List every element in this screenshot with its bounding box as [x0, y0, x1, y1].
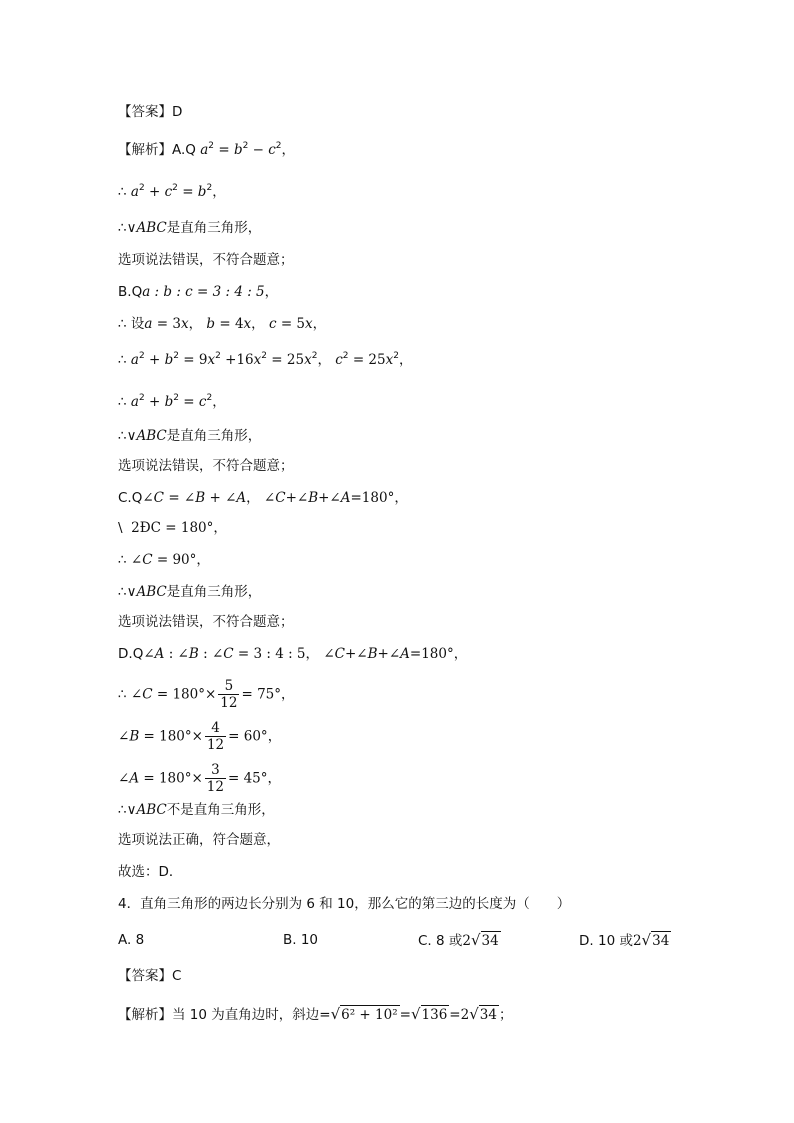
option-b-head: B. [118, 284, 132, 300]
triangle-symbol: ∨ [126, 428, 137, 444]
right-triangle-text: 是直角三角形， [166, 428, 262, 444]
analysis-b-line: B.Qa : b : c = 3 : 4 : 5， [118, 284, 279, 300]
therefore-symbol: ∴ [118, 184, 127, 200]
triangle-symbol: ∨ [126, 220, 137, 236]
verdict-d [118, 830, 280, 850]
triangle-symbol: ∨ [126, 584, 137, 600]
fraction: $\frac{4}{12}$ [206, 720, 225, 753]
option-b [283, 930, 318, 950]
therefore-symbol: ∴ [118, 686, 127, 703]
step-c-90: ∴ ∠C = 90°， [118, 552, 210, 568]
step-2c-text: 2ÐC = 180° [131, 520, 214, 536]
analysis-c-line: C.Q∠C = ∠B + ∠A， ∠C+∠B+∠A=180°， [118, 490, 408, 506]
because-symbol: Q [131, 284, 143, 300]
radicand: 6² + 10² [341, 1007, 398, 1023]
answer-value: C [172, 968, 182, 984]
therefore-symbol: ∴ [118, 220, 127, 236]
option-a-head: A. [172, 142, 186, 158]
final-choice-text: 故选：D． [118, 864, 183, 880]
therefore-symbol: ∴ [118, 428, 127, 444]
ratio-abc: a : b : c = 3 : 4 : 5 [142, 284, 265, 300]
final-choice [118, 862, 182, 882]
option-label: D. 10 或 [579, 933, 633, 949]
therefore-symbol: ∴ [118, 316, 127, 332]
because-symbol: Q [185, 142, 196, 158]
conclusion-b-right [118, 426, 261, 446]
analysis-q4-line: 【解析】当 10 为直角边时，斜边=√6² + 10² =√136 =2√34 ； [118, 1005, 513, 1023]
step-angle-c: ∴ ∠C = 180°× $\frac{5}{12}$ = 75°， [118, 678, 295, 711]
conclusion-d-not-right [118, 800, 275, 820]
answer-value: D [172, 104, 183, 120]
backslash-symbol: \ [118, 520, 123, 536]
radicand: 34 [479, 1007, 497, 1023]
set-prefix: 设 [130, 316, 145, 332]
step-2c: \ 2ÐC = 180°， [118, 520, 227, 536]
not-right-triangle-text: 不是直角三角形， [166, 802, 275, 818]
verdict-b [118, 456, 294, 476]
option-c: C. 8 或2√34 [418, 931, 499, 949]
answer-line-q3 [118, 102, 182, 122]
therefore-symbol: ∴ [118, 394, 127, 410]
therefore-symbol: ∴ [118, 552, 127, 568]
analysis-a-line: 【解析】A.Q $a^2 = b^2 - c^2$， [118, 141, 296, 158]
verdict-text: 选项说法错误，不符合题意； [118, 458, 294, 474]
verdict-text: 选项说法正确，符合题意， [118, 832, 280, 848]
analysis-label: 【解析】 [118, 142, 172, 158]
answer-line-q4 [118, 966, 181, 986]
analysis-text: 当 10 为直角边时，斜边= [172, 1007, 331, 1023]
conclusion-a-right [118, 218, 261, 238]
fraction: $\frac{3}{12}$ [206, 762, 224, 795]
verdict-text: 选项说法错误，不符合题意； [118, 252, 294, 268]
step-angle-b: ∠B = 180°× $\frac{4}{12}$ = 60°， [118, 720, 282, 753]
right-triangle-text: 是直角三角形， [166, 584, 262, 600]
conclusion-c-right [118, 582, 261, 602]
verdict-text: 选项说法错误，不符合题意； [118, 614, 294, 630]
verdict-c [118, 612, 294, 632]
therefore-symbol: ∴ [118, 584, 127, 600]
step-set-variables: ∴ 设a = 3x， b = 4x， c = 5x， [118, 316, 327, 332]
option-label: A. 8 [118, 932, 145, 948]
option-d-head: D. [118, 646, 133, 662]
line-end: ； [498, 1007, 513, 1023]
triangle-name: ABC [136, 584, 167, 600]
step-sum-squares: ∴ $a^2 + b^2 = 9x^2 +16x^2 = 25x^2$， $c^2 = 25x^2$， [118, 351, 413, 368]
option-label: C. 8 或 [418, 933, 463, 949]
answer-label: 【答案】 [118, 968, 172, 984]
analysis-d-line: D.Q∠A : ∠B : ∠C = 3 : 4 : 5， ∠C+∠B+∠A=180°， [118, 646, 468, 662]
root-coefficient: 2 [632, 933, 642, 949]
question-4-stem [118, 894, 570, 914]
step-pythag-b: ∴ $a^2 + b^2 = c^2$， [118, 393, 226, 410]
step-a2-plus-c2: ∴ $a^2 + c^2 = b^2$， [118, 183, 226, 200]
because-symbol: Q [132, 646, 144, 662]
step-angle-a: ∠A = 180°× $\frac{3}{12}$ = 45°， [118, 762, 282, 795]
radicand: 136 [421, 1007, 448, 1023]
answer-label: 【答案】 [118, 104, 172, 120]
because-symbol: Q [131, 490, 143, 506]
triangle-name: ABC [136, 802, 167, 818]
analysis-label: 【解析】 [118, 1007, 172, 1023]
question-text: 4．直角三角形的两边长分别为 6 和 10，那么它的第三边的长度为（ ） [118, 896, 571, 912]
option-a [118, 930, 144, 950]
option-d: D. 10 或2√34 [579, 931, 670, 949]
root-coefficient: 2 [462, 933, 471, 949]
option-c-head: C. [118, 490, 132, 506]
triangle-symbol: ∨ [126, 802, 137, 818]
triangle-name: ABC [136, 428, 167, 444]
fraction: $\frac{5}{12}$ [220, 678, 238, 711]
triangle-name: ABC [136, 220, 167, 236]
option-label: B. 10 [283, 932, 319, 948]
radicand: 34 [481, 933, 499, 949]
therefore-symbol: ∴ [118, 352, 127, 368]
radicand: 34 [652, 933, 670, 949]
right-triangle-text: 是直角三角形， [166, 220, 262, 236]
verdict-a [118, 250, 294, 270]
root-coefficient: 2 [460, 1007, 470, 1023]
therefore-symbol: ∴ [118, 802, 127, 818]
